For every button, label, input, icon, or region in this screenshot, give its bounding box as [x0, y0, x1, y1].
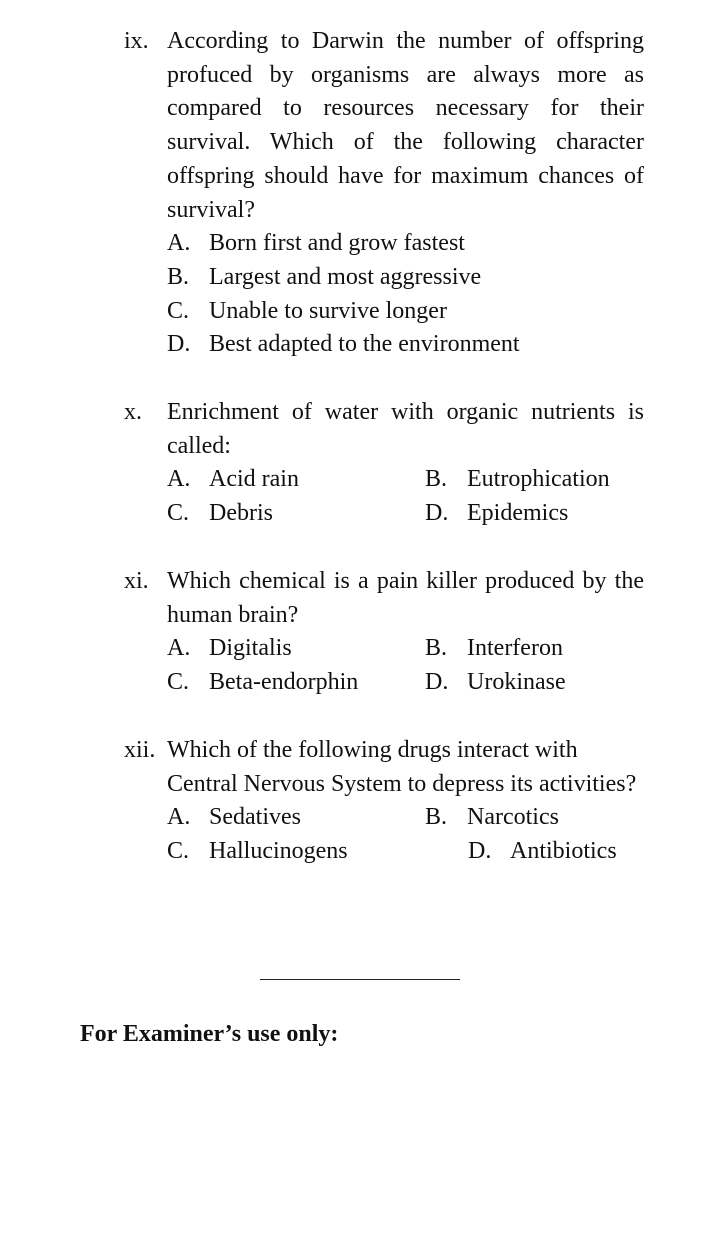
option-letter: C. [167, 500, 190, 527]
option-text: Largest and most aggressive [209, 263, 482, 290]
option-c[interactable] [167, 835, 348, 869]
option-letter: B. [425, 804, 448, 831]
question-stem [124, 565, 644, 632]
option-b[interactable] [167, 261, 644, 295]
question-x [124, 396, 644, 531]
option-letter: B. [167, 263, 190, 290]
option-text: Best adapted to the environment [209, 331, 520, 358]
option-text: Narcotics [467, 804, 559, 831]
option-b[interactable] [425, 801, 559, 835]
question-stem [124, 25, 644, 227]
option-letter: A. [167, 804, 191, 831]
option-text: Eutrophication [467, 466, 610, 493]
question-xii [124, 734, 644, 869]
option-a[interactable] [167, 801, 301, 835]
option-b[interactable] [425, 632, 563, 666]
option-letter: B. [425, 635, 448, 662]
options-row [124, 463, 644, 497]
option-text: Antibiotics [510, 838, 617, 865]
options-row [124, 632, 644, 666]
options-row [124, 497, 644, 531]
options-row [124, 835, 644, 869]
option-letter: C. [167, 838, 190, 865]
option-text: Digitalis [209, 635, 292, 662]
option-text: Epidemics [467, 500, 569, 527]
options-list [124, 227, 644, 362]
option-d[interactable] [425, 666, 566, 700]
option-c[interactable] [167, 497, 273, 531]
option-letter: D. [167, 331, 191, 358]
question-ix [124, 25, 644, 362]
options-row [124, 801, 644, 835]
option-letter: A. [167, 230, 191, 257]
option-b[interactable] [425, 463, 610, 497]
options-row [124, 666, 644, 700]
question-number: xi. [124, 568, 149, 594]
option-text: Acid rain [209, 466, 299, 493]
option-a[interactable] [167, 463, 299, 497]
question-number: ix. [124, 28, 149, 54]
option-letter: A. [167, 466, 191, 493]
option-letter: B. [425, 466, 448, 493]
option-text: Born first and grow fastest [209, 230, 465, 257]
question-text: Enrichment of water with organic nutrients is called: [167, 399, 644, 459]
question-text: Which chemical is a pain killer produced by the human brain? [167, 568, 644, 628]
question-xi [124, 565, 644, 700]
option-c[interactable] [167, 295, 644, 329]
option-d[interactable] [167, 328, 644, 362]
option-letter: D. [468, 838, 492, 865]
option-a[interactable] [167, 632, 292, 666]
option-text: Sedatives [209, 804, 301, 831]
option-c[interactable] [167, 666, 358, 700]
question-text: Which of the following drugs interact with Central Nervous System to depress its activities? [167, 737, 637, 797]
option-d[interactable] [425, 497, 568, 531]
option-letter: D. [425, 669, 449, 696]
option-text: Unable to survive longer [209, 297, 447, 324]
question-stem [124, 396, 644, 463]
examiner-use-heading: For Examiner’s use only: [80, 1021, 339, 1047]
question-number: x. [124, 399, 142, 425]
option-letter: C. [167, 297, 190, 324]
section-divider [260, 979, 460, 980]
option-text: Debris [209, 500, 273, 527]
option-text: Beta-endorphin [209, 669, 359, 696]
option-letter: C. [167, 669, 190, 696]
question-text: According to Darwin the number of offspring profuced by organisms are always more as compared to resources necessary for their survival. Which of the following character offspring should have for maximum chances of survival? [167, 28, 644, 223]
question-stem [124, 734, 644, 801]
option-letter: A. [167, 635, 191, 662]
question-number: xii. [124, 737, 156, 763]
option-text: Urokinase [467, 669, 566, 696]
option-text: Hallucinogens [209, 838, 348, 865]
option-text: Interferon [467, 635, 563, 662]
option-d[interactable] [468, 835, 617, 869]
option-a[interactable] [167, 227, 644, 261]
option-letter: D. [425, 500, 449, 527]
